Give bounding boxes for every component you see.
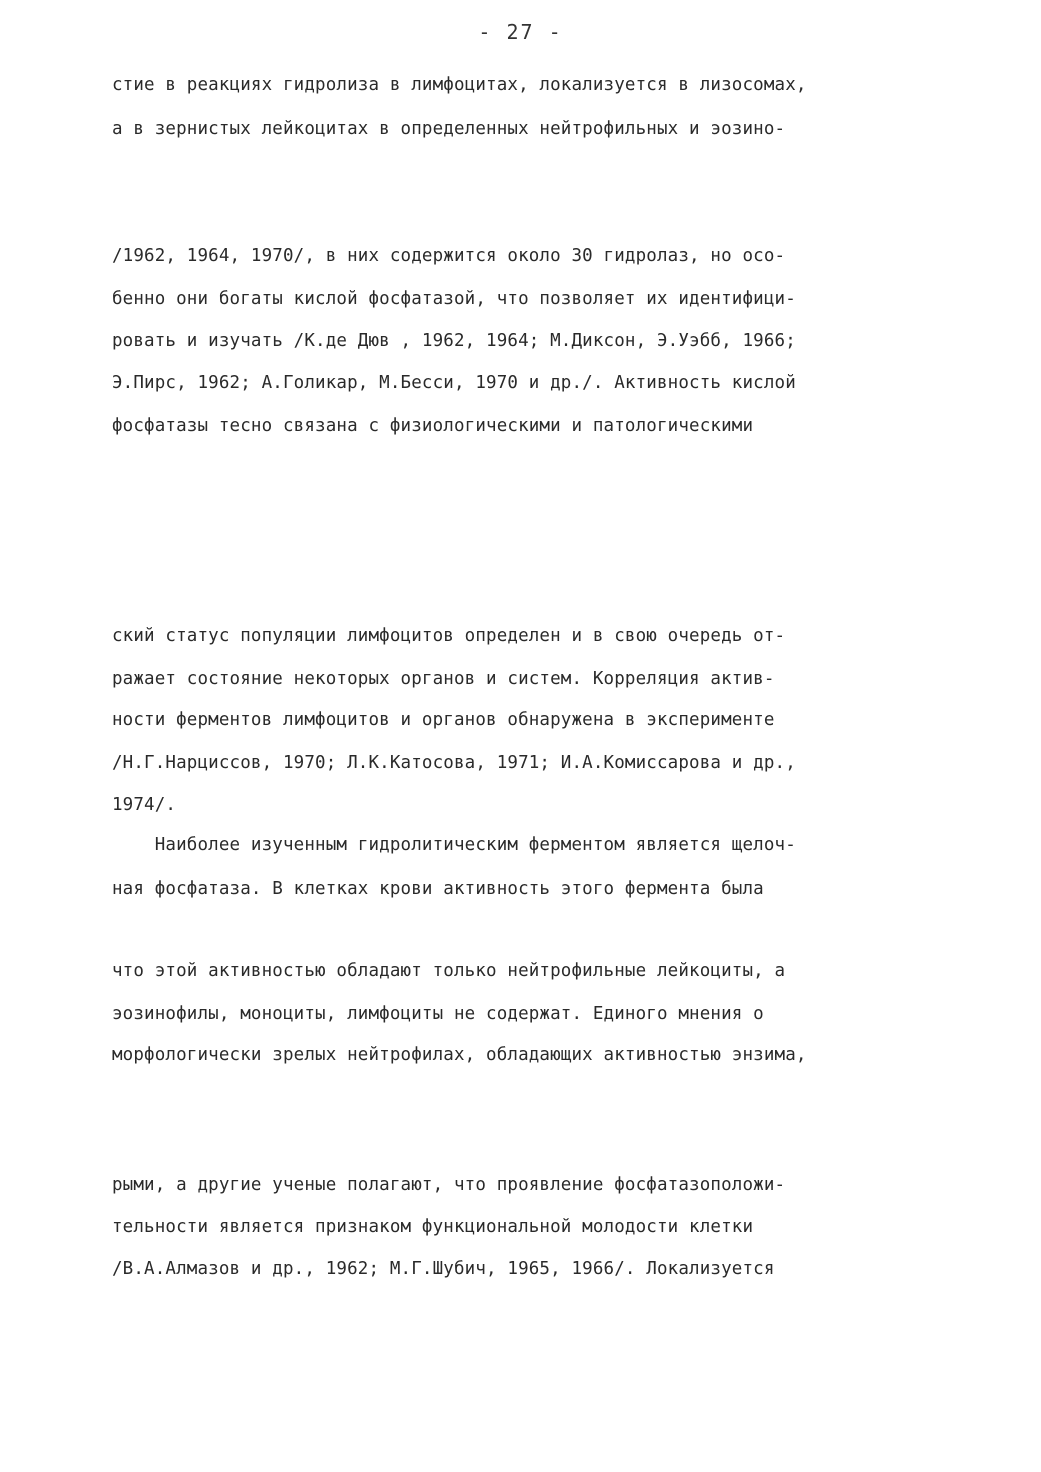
text-line: ражает состояние некоторых органов и систем. Корреляция актив- <box>112 669 775 689</box>
text-line: Наиболее изученным гидролитическим ферментом является щелоч- <box>112 835 796 855</box>
text-line: эозинофилы, моноциты, лимфоциты не содержат. Единого мнения о <box>112 1004 764 1024</box>
text-line: ная фосфатаза. В клетках крови активность этого фермента была <box>112 879 764 899</box>
text-line <box>112 156 962 186</box>
text-line <box>112 198 962 228</box>
text-line: /Н.Г.Нарциссов, 1970; Л.К.Катосова, 1971; И.А.Комиссарова и др., <box>112 753 796 773</box>
text-line <box>112 536 962 566</box>
text-line: стие в реакциях гидролиза в лимфоцитах, локализуется в лизосомах, <box>112 75 807 95</box>
page-number: - 27 - <box>478 20 563 44</box>
text-line: фосфатазы тесно связана с физиологическими и патологическими <box>112 416 754 436</box>
text-line: рыми, а другие ученые полагают, что проявление фосфатазоположи- <box>112 1175 786 1195</box>
text-line <box>112 914 962 944</box>
text-line <box>112 576 962 606</box>
text-line: Э.Пирс, 1962; А.Голикар, М.Бесси, 1970 и др./. Активность кислой <box>112 373 796 393</box>
text-line: морфологически зрелых нейтрофилах, обладающих активностью энзима, <box>112 1045 807 1065</box>
text-line <box>112 452 962 482</box>
text-line: /1962, 1964, 1970/, в них содержится около 30 гидролаз, но осо- <box>112 246 786 266</box>
text-line: ский статус популяции лимфоцитов определен и в свою очередь от- <box>112 626 786 646</box>
text-line: что этой активностью обладают только нейтрофильные лейкоциты, а <box>112 961 786 981</box>
text-line: ности ферментов лимфоцитов и органов обнаружена в эксперименте <box>112 710 775 730</box>
text-line: /В.А.Алмазов и др., 1962; М.Г.Шубич, 1965, 1966/. Локализуется <box>112 1259 775 1279</box>
text-line <box>112 1124 962 1154</box>
text-line: ровать и изучать /К.де Дюв , 1962, 1964; М.Диксон, Э.Уэбб, 1966; <box>112 331 796 351</box>
text-line <box>112 1082 962 1112</box>
text-line: бенно они богаты кислой фосфатазой, что позволяет их идентифици- <box>112 289 796 309</box>
text-line: 1974/. <box>112 795 177 815</box>
text-line <box>112 494 962 524</box>
text-line: а в зернистых лейкоцитах в определенных нейтрофильных и эозино- <box>112 119 786 139</box>
text-line: тельности является признаком функциональной молодости клетки <box>112 1217 754 1237</box>
